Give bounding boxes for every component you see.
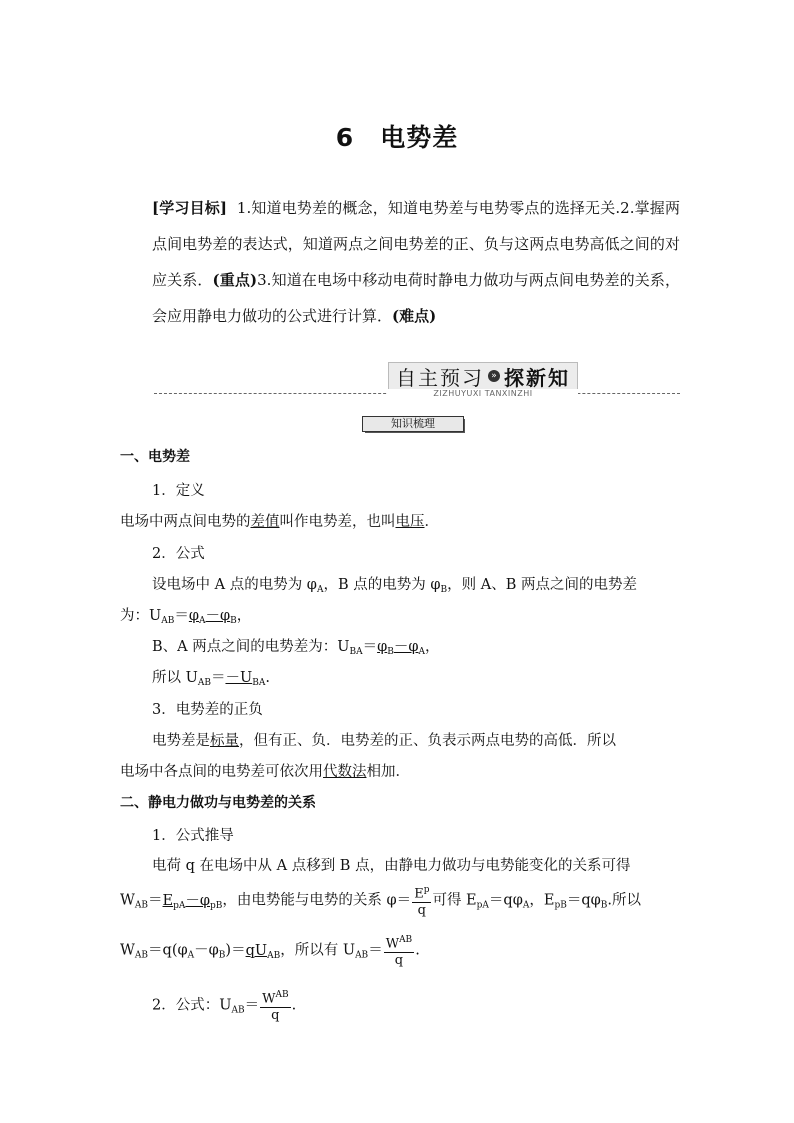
text: 设电场中 A 点的电势为 φ (152, 577, 317, 593)
section-number: 6 (335, 123, 355, 152)
fraction-w-q-final (260, 987, 291, 1024)
arrow-circle-icon: » (488, 370, 500, 382)
subscript: AB (355, 950, 369, 961)
text: ，则 A、B 两点之间的电势差 (447, 577, 637, 593)
text: ，E (529, 892, 555, 909)
text: qU (245, 942, 268, 959)
subscript: AB (267, 950, 281, 961)
goals-lead: [学习目标] (152, 199, 228, 217)
goals-key-1: (重点) (212, 271, 258, 289)
banner-left: 自主预习 (396, 365, 484, 390)
derivation-line-1: 电荷 q 在电场中从 A 点移到 B 点，由静电力做功与电势能变化的关系可得 (152, 858, 631, 874)
subscript: AB (134, 900, 149, 911)
subscript: A (316, 585, 324, 595)
subscript: B (600, 900, 608, 911)
text: W (385, 936, 400, 952)
text: ，所以有 U (280, 942, 356, 959)
superscript: p (423, 885, 430, 895)
subhead-formula: 2．公式 (152, 546, 205, 562)
text: －φ (194, 942, 219, 959)
subscript: pB (210, 900, 223, 911)
formula-final: 2．公式：$U_{AB}=$ $\frac{W^{AB}}{q}$ . (152, 987, 296, 1024)
text: ． (424, 514, 439, 530)
blank-answer: 电压 (395, 514, 425, 530)
text: ＝qφ (566, 892, 601, 909)
page-title (0, 118, 794, 154)
sign-line-1 (152, 729, 616, 750)
formula-line-2: 为：$U_{AB}=\varphi_A-\varphi_B$， (120, 608, 252, 626)
subhead-sign: 3．电势差的正负 (152, 702, 263, 718)
blank-answer (189, 608, 237, 624)
formula-line-1 (152, 573, 637, 595)
subscript: A (418, 647, 426, 657)
blank-answer (246, 943, 281, 959)
subscript: B (218, 950, 226, 961)
text: －φ (205, 608, 231, 624)
blank-answer: 标量 (210, 733, 239, 749)
text: ，但有正、负．电势差的正、负表示两点电势的高低．所以 (239, 733, 616, 749)
text: ，B 点的电势为 φ (323, 577, 441, 593)
subscript: B (387, 647, 394, 657)
blank-answer: 差值 (250, 514, 280, 530)
subscript: pA (173, 900, 186, 911)
text: 电势差是 (152, 733, 210, 749)
blank-answer: 代数法 (323, 764, 367, 780)
subscript: A (522, 900, 530, 911)
text: q (417, 903, 426, 919)
text: 电场中各点间的电势差可依次用 (120, 764, 323, 780)
goals-key-2: (难点) (392, 307, 437, 325)
title-text: 电势差 (380, 123, 459, 152)
text: －U (225, 670, 253, 686)
text: W (120, 892, 135, 909)
text: E (162, 892, 174, 909)
goals-text-2: 3.知道在电场中移动电荷时静电力做功与两点间电势差的关系，会应用静电力做功的公式进行计算． (152, 271, 680, 325)
blank-answer (225, 670, 265, 686)
text: 电场中两点间电势的 (120, 514, 251, 530)
text: ＝ (210, 670, 226, 686)
subscript: AB (231, 1005, 245, 1016)
banner-pinyin: ZIZHUYUXI TANXINZHI (388, 389, 578, 398)
text: ＝ (244, 997, 260, 1014)
fraction-w-q (384, 932, 415, 969)
text: ＝ (174, 608, 189, 624)
text: 所以 U (152, 670, 198, 686)
text: .所以 (607, 892, 641, 909)
text: )＝ (225, 942, 246, 959)
text: E (414, 886, 424, 902)
text: －φ (393, 639, 419, 655)
superscript: AB (399, 935, 413, 945)
text: －φ (185, 892, 211, 909)
text: 2．公式：U (152, 997, 232, 1014)
subscript: B (230, 616, 237, 626)
text: 为：U (120, 608, 162, 624)
subscript: A (199, 616, 206, 626)
text: B、A 两点之间的电势差为：U (152, 639, 350, 655)
goals-text-1: 1.知道电势差的概念，知道电势差与电势零点的选择无关.2.掌握两点间电势差的表达式，知道两点之间电势差的正、负与这两点电势高低之间的对应关系． (152, 199, 680, 289)
text: ＝q(φ (148, 942, 188, 959)
subscript: pA (476, 900, 489, 911)
subscript: BA (349, 647, 363, 657)
banner-box (388, 362, 578, 390)
derivation-line-3: $W_{AB}=q(\varphi_A-\varphi_B)=qU_{AB}$，所以有 $U_{AB}=$ $\frac{W^{AB}}{q}$ . (120, 932, 420, 969)
subhead-derivation: 1．公式推导 (152, 828, 234, 844)
text: 可得 E (432, 892, 477, 909)
text: φ (377, 639, 388, 655)
definition-line (120, 510, 439, 531)
tag-label: 知识梳理 (362, 416, 464, 432)
text: φ (188, 608, 200, 624)
text: ＝ (368, 942, 383, 959)
superscript: AB (275, 990, 289, 1000)
fraction-ep-q (412, 882, 431, 919)
text: ＝ (362, 639, 378, 655)
section-banner (154, 360, 680, 400)
subscript: B (440, 585, 448, 595)
formula-line-4: 所以 $U_{AB}=-U_{BA}$. (152, 670, 270, 688)
heading-sec2: 二、静电力做功与电势差的关系 (120, 795, 316, 811)
formula-line-3: B、A 两点之间的电势差为：$U_{BA}=\varphi_B-\varphi_A$， (152, 639, 440, 657)
text: q (271, 1008, 280, 1024)
text: W (120, 942, 135, 959)
subscript: AB (197, 678, 211, 688)
banner-right: 探新知 (504, 365, 570, 390)
blank-answer (163, 893, 223, 909)
heading-sec1: 一、电势差 (120, 449, 190, 465)
subscript: AB (134, 950, 149, 961)
text: W (262, 991, 276, 1007)
knowledge-tag (362, 416, 466, 434)
subhead-definition: 1．定义 (152, 483, 205, 499)
derivation-line-2 (120, 882, 641, 919)
subscript: pB (554, 900, 567, 911)
text: ＝ (148, 892, 163, 909)
subscript: AB (161, 616, 175, 626)
text: ＝qφ (488, 892, 523, 909)
learning-goals (152, 190, 680, 334)
blank-answer (377, 639, 425, 655)
text: 相加． (366, 764, 410, 780)
text: q (394, 953, 404, 969)
subscript: A (187, 950, 195, 961)
sign-line-2 (120, 760, 410, 781)
text: 叫作电势差，也叫 (279, 514, 396, 530)
subscript: BA (252, 678, 266, 688)
text: ，由电势能与电势的关系 φ＝ (222, 892, 412, 909)
